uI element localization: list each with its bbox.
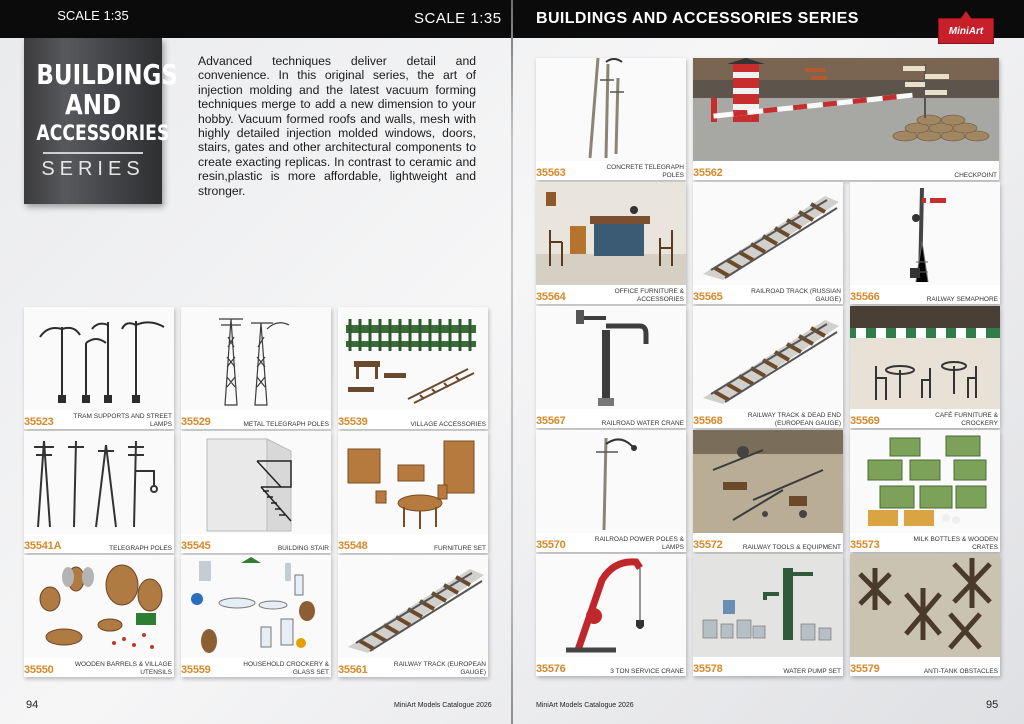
track-icon (693, 306, 843, 409)
product-card[interactable] (850, 306, 1000, 428)
left-page-number: 94 (26, 699, 39, 711)
product-name: BUILDING STAIR (277, 544, 329, 552)
barrels-icon (24, 555, 174, 658)
product-code: 35539 (338, 416, 368, 428)
product-name: VILLAGE ACCESSORIES (410, 420, 486, 428)
pump-icon (693, 554, 843, 657)
page-spine (511, 0, 513, 724)
right-catalogue-label: MiniArt Models Catalogue 2026 (536, 702, 634, 709)
crockery-icon (181, 555, 331, 658)
product-name: CAFÉ FURNITURE & CROCKERY (935, 412, 998, 427)
title-line-buildings: BUILDINGS (36, 58, 178, 91)
series-heading: BUILDINGS AND ACCESSORIES SERIES (536, 10, 859, 27)
product-name: ANTI-TANK OBSTACLES (923, 667, 998, 675)
title-divider (43, 152, 143, 154)
product-code: 35572 (693, 539, 723, 551)
product-card[interactable] (24, 431, 174, 553)
product-card[interactable] (181, 431, 331, 553)
product-code: 35569 (850, 415, 880, 427)
product-code: 35578 (693, 663, 723, 675)
tools-icon (693, 430, 843, 533)
crates-icon (850, 430, 1000, 533)
product-code: 35573 (850, 539, 880, 551)
product-code: 35576 (536, 663, 566, 675)
product-code: 35545 (181, 540, 211, 552)
cafe-icon (850, 306, 1000, 409)
product-code: 35561 (338, 664, 368, 676)
product-name: RAILWAY TRACK & DEAD END (EUROPEAN GAUGE) (747, 412, 841, 427)
product-name: METAL TELEGRAPH POLES (243, 420, 329, 428)
product-card[interactable] (693, 306, 843, 428)
product-card[interactable] (850, 554, 1000, 676)
product-name: CONCRETE TELEGRAPH POLES (606, 164, 684, 179)
product-name: 3 TON SERVICE CRANE (610, 667, 684, 675)
product-code: 35565 (693, 291, 723, 303)
product-name: RAILROAD WATER CRANE (601, 419, 684, 427)
office-icon (536, 182, 686, 285)
product-card[interactable] (536, 554, 686, 676)
product-code: 35564 (536, 291, 566, 303)
telegraph-poles-icon (24, 431, 174, 534)
stair-icon (181, 431, 331, 534)
product-card[interactable] (693, 182, 843, 304)
product-name: RAILWAY TOOLS & EQUIPMENT (742, 543, 841, 551)
product-code: 35566 (850, 291, 880, 303)
product-name: TRAM SUPPORTS AND STREET LAMPS (73, 413, 172, 428)
crane-icon (536, 554, 686, 657)
product-card[interactable] (850, 430, 1000, 552)
product-code: 35567 (536, 415, 566, 427)
product-code: 35550 (24, 664, 54, 676)
product-code: 35548 (338, 540, 368, 552)
product-code: 35529 (181, 416, 211, 428)
product-card[interactable] (24, 307, 174, 429)
fence-icon (338, 307, 488, 410)
product-card[interactable] (338, 555, 488, 677)
product-name: WATER PUMP SET (783, 667, 841, 675)
product-name: RAILWAY TRACK (EUROPEAN GAUGE) (393, 661, 486, 676)
product-code: 35562 (693, 167, 723, 179)
product-name: OFFICE FURNITURE & ACCESSORIES (614, 288, 684, 303)
product-card[interactable] (536, 430, 686, 552)
product-card[interactable] (850, 182, 1000, 304)
semaphore-icon (850, 182, 1000, 285)
product-code: 35563 (536, 167, 566, 179)
power-pole-icon (536, 430, 686, 533)
product-name: RAILROAD POWER POLES & LAMPS (594, 536, 684, 551)
track-icon (338, 555, 488, 658)
left-catalogue-label: MiniArt Models Catalogue 2026 (394, 702, 492, 709)
hedgehog-icon (850, 554, 1000, 657)
product-name: RAILROAD TRACK (RUSSIAN GAUGE) (751, 288, 841, 303)
product-code: 35523 (24, 416, 54, 428)
product-card[interactable] (536, 58, 686, 180)
intro-paragraph: Advanced techniques deliver detail and convenience. In this original series, the art of injection molding and the latest vacuum forming techniques merge to add a new dimension to your hobby. Vacuum formed roofs and walls, mesh with highly detailed injection molded windows, doors, stairs, gates and other architectural components to create exacting replicas. In contrast to ceramic and resin,plastic is more affordable, lightweight and stronger. (198, 54, 476, 198)
title-line-and: AND (64, 88, 122, 121)
concrete-poles-icon (536, 58, 686, 161)
street-lamps-icon (24, 307, 174, 410)
product-card[interactable] (536, 306, 686, 428)
water-crane-icon (536, 306, 686, 409)
product-name: CHECKPOINT (954, 171, 997, 179)
product-name: MILK BOTTLES & WOODEN CRATES (913, 536, 998, 551)
product-card[interactable] (181, 307, 331, 429)
product-card[interactable] (24, 555, 174, 677)
right-page-number: 95 (986, 699, 999, 711)
product-card[interactable] (181, 555, 331, 677)
product-name: WOODEN BARRELS & VILLAGE UTENSILS (74, 661, 172, 676)
product-card[interactable] (693, 58, 999, 180)
brand-logo: MiniArt (938, 18, 994, 44)
product-card[interactable] (536, 182, 686, 304)
product-name: RAILWAY SEMAPHORE (926, 295, 998, 303)
product-card[interactable] (338, 431, 488, 553)
product-card[interactable] (693, 554, 843, 676)
title-line-accessories: ACCESSORIES (36, 121, 170, 145)
product-code: 35541A (24, 540, 62, 552)
right-scale-label: SCALE 1:35 (414, 10, 502, 27)
series-title-block (24, 8, 178, 204)
title-line-series: SERIES (41, 158, 145, 180)
product-name: TELEGRAPH POLES (109, 544, 172, 552)
left-scale-label: SCALE 1:35 (57, 8, 129, 23)
track-icon (693, 182, 843, 285)
product-name: FURNITURE SET (434, 544, 486, 552)
product-code: 35570 (536, 539, 566, 551)
product-name: HOUSEHOLD CROCKERY & GLASS SET (243, 661, 329, 676)
product-code: 35579 (850, 663, 880, 675)
product-card[interactable] (338, 307, 488, 429)
furniture-icon (338, 431, 488, 534)
product-code: 35559 (181, 664, 211, 676)
checkpoint-icon (693, 58, 999, 161)
product-card[interactable] (693, 430, 843, 552)
metal-poles-icon (181, 307, 331, 410)
product-code: 35568 (693, 415, 723, 427)
